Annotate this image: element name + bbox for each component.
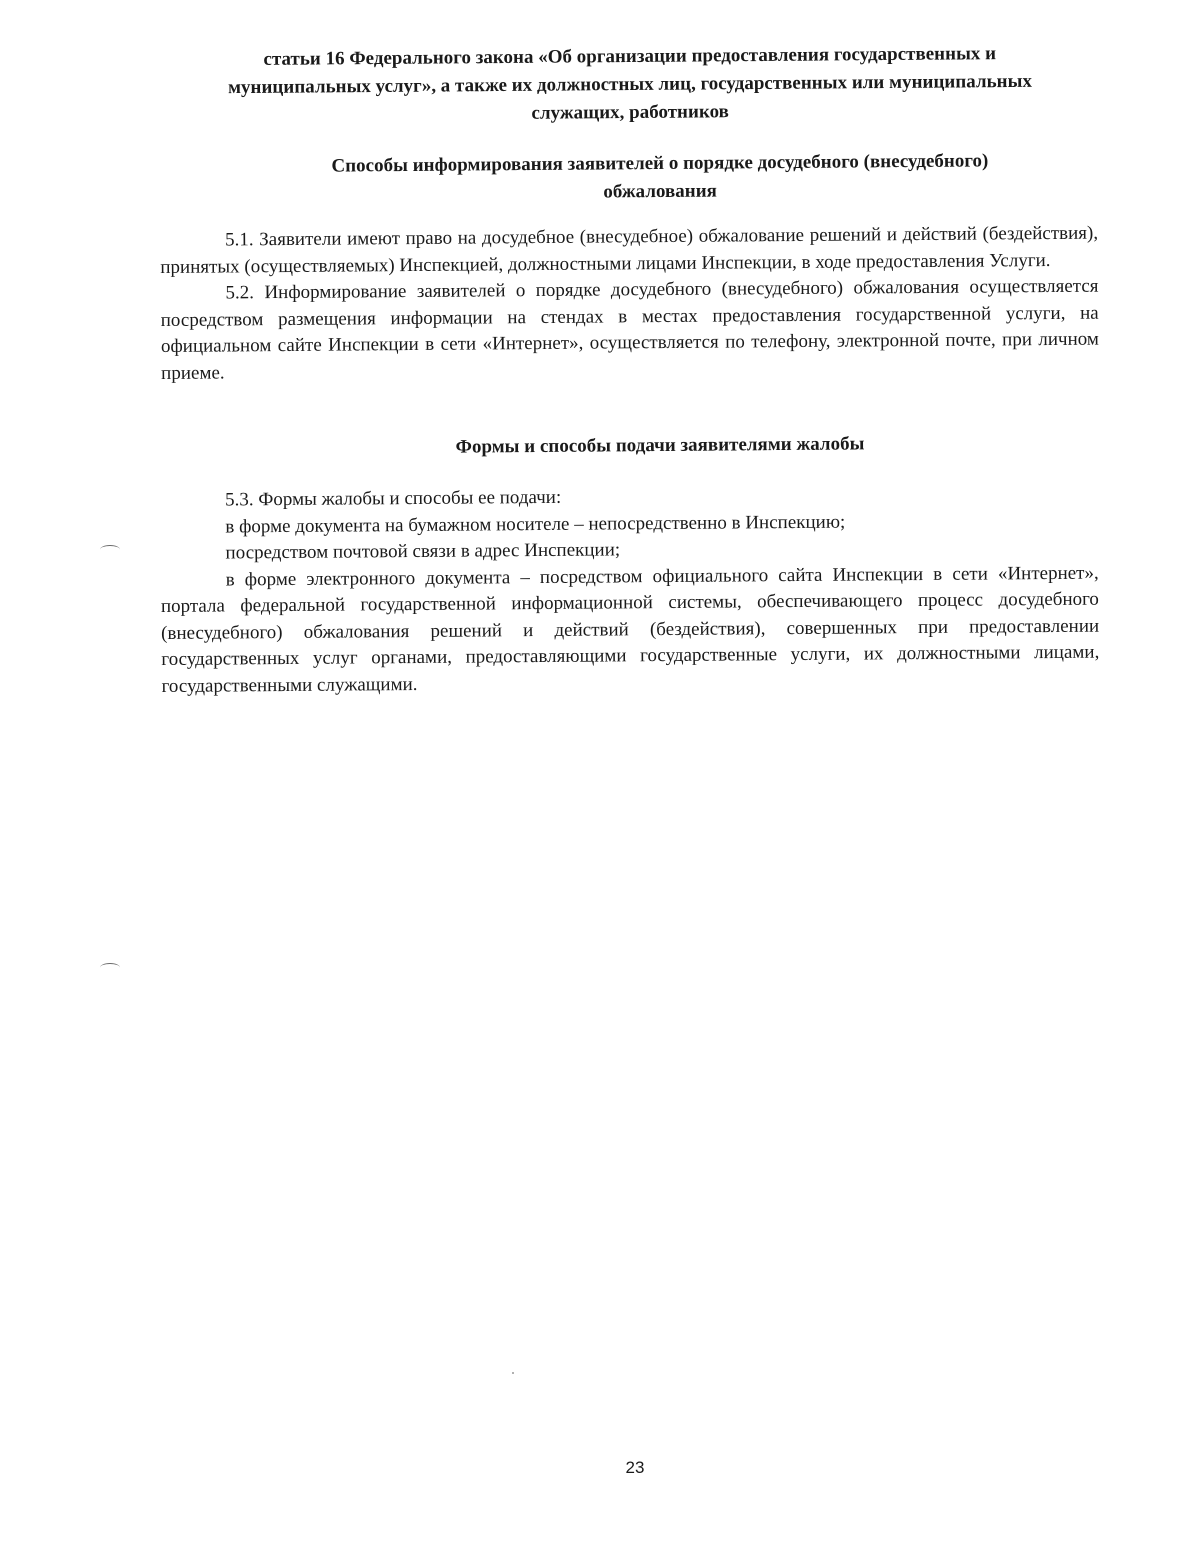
header-line: служащих, работников: [531, 101, 729, 124]
list-item-paper: в форме документа на бумажном носителе – непосредственно в Инспекцию;: [225, 511, 846, 537]
header-line: статьи 16 Федерального закона «Об организации предоставления государственных и: [263, 43, 997, 70]
punch-hole-mark: [100, 545, 120, 554]
header-block: [130, 39, 1131, 131]
section-forms-body: [160, 481, 1100, 700]
section-informing-body: [160, 221, 1099, 387]
header-line: муниципальных услуг», а также их должностных лиц, государственных или муниципальных: [227, 70, 1033, 99]
paragraph-5-2: 5.2. Информирование заявителей о порядке досудебного (внесудебного) обжалования осуществляется посредством размещения информации на стендах в местах предоставления государственной услуги, на официальном сайте Инспекции в сети «Интернет», осуществляется по телефону, электронной почте, при личном приеме.: [160, 275, 1099, 384]
paragraph-5-3: 5.3. Формы жалобы и способы ее подачи:: [225, 486, 562, 511]
list-item-post: посредством почтовой связи в адрес Инспекции;: [225, 539, 621, 564]
page-number: 23: [625, 1458, 645, 1477]
punch-hole-mark: [100, 963, 120, 972]
paragraph-5-1: 5.1. Заявители имеют право на досудебное (внесудебное) обжалование решений и действий (бездействия), принятых (осуществляемых) Инспекцией, должностными лицами Инспекции, в ходе предоставления Услуги.: [160, 222, 1099, 278]
scan-speck: [512, 1372, 514, 1374]
section-title-line: Формы и способы подачи заявителями жалобы: [455, 433, 865, 458]
section-informing-title: [210, 146, 1110, 209]
section-forms-title: [260, 429, 1060, 463]
section-title-line: обжалования: [603, 180, 717, 203]
list-item-electronic: в форме электронного документа – посредством официального сайта Инспекции в сети «Интернет», портала федеральной государственной информационной системы, обеспечивающего процесс досудебного (внесудебного) обжалования решений и действий (бездействия), совершенных при предоставлении государственных услуг органами, предоставляющими государственные услуги, их должностными лицами, государственными служащими.: [160, 562, 1100, 697]
section-title-line: Способы информирования заявителей о порядке досудебного (внесудебного): [331, 150, 989, 177]
